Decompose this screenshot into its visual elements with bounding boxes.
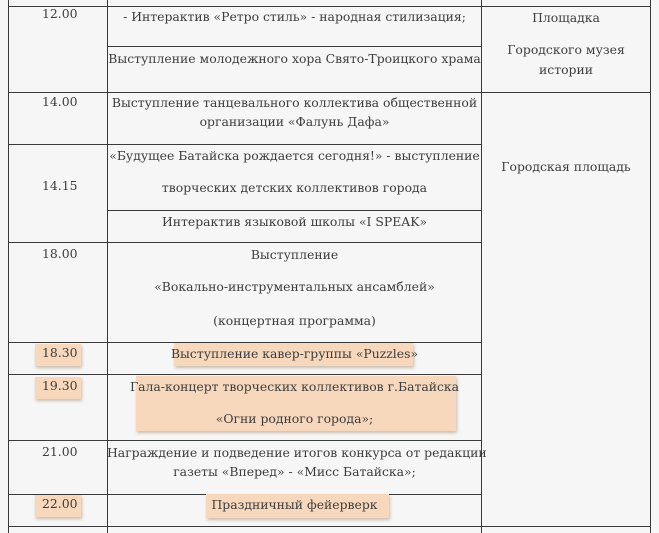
event-line: «Огни родного города»;: [215, 411, 374, 426]
event-line: «Вокально-инструментальных ансамблей»: [154, 279, 435, 294]
venue-line: Городского музея: [507, 42, 625, 57]
event-line: Выступление: [250, 247, 339, 262]
row-divider: [8, 374, 482, 375]
event-line: (концертная программа): [213, 313, 376, 328]
event-line: газеты «Вперед» - «Мисс Батайска»;: [173, 464, 416, 479]
event-line: Гала-концерт творческих коллективов г.Батайска: [129, 379, 460, 394]
row-divider: [8, 242, 482, 243]
time-cell: 21.00: [42, 444, 78, 459]
time-cell: 18.30: [42, 345, 78, 360]
table-border-right: [650, 0, 651, 533]
time-cell: 14.15: [42, 178, 78, 193]
time-cell: 22.00: [42, 496, 78, 511]
event-line: Выступление кавер-группы «Puzzles»: [170, 346, 419, 361]
venue-line: Городская площадь: [501, 159, 631, 174]
time-cell: 18.00: [42, 246, 78, 261]
event-line: Выступление молодежного хора Свято-Троицкого храма: [108, 51, 481, 66]
event-line: Праздничный фейерверк: [211, 497, 378, 512]
event-divider: [107, 210, 482, 211]
event-line: Выступление танцевального коллектива общественной: [111, 95, 478, 110]
venue-line: истории: [539, 62, 593, 77]
event-line: творческих детских коллективов города: [161, 180, 428, 195]
row-divider: [8, 440, 482, 441]
table-border-left: [8, 0, 9, 533]
event-line: организации «Фалунь Дафа»: [199, 114, 390, 129]
event-line: «Будущее Батайска рождается сегодня!» - выступление: [109, 148, 480, 163]
time-cell: 19.30: [42, 378, 78, 393]
event-divider: [107, 46, 482, 47]
venue-line: Площадка: [532, 10, 600, 25]
row-divider: [8, 144, 482, 145]
event-line: Интерактив языковой школы «I SPEAK»: [161, 214, 428, 229]
event-line: Награждение и подведение итогов конкурса от редакции: [107, 445, 487, 460]
time-cell: 12.00: [42, 6, 78, 21]
event-line: - Интерактив «Ретро стиль» - народная стилизация;: [123, 9, 466, 24]
row-divider: [8, 526, 651, 527]
time-cell: 14.00: [42, 94, 78, 109]
